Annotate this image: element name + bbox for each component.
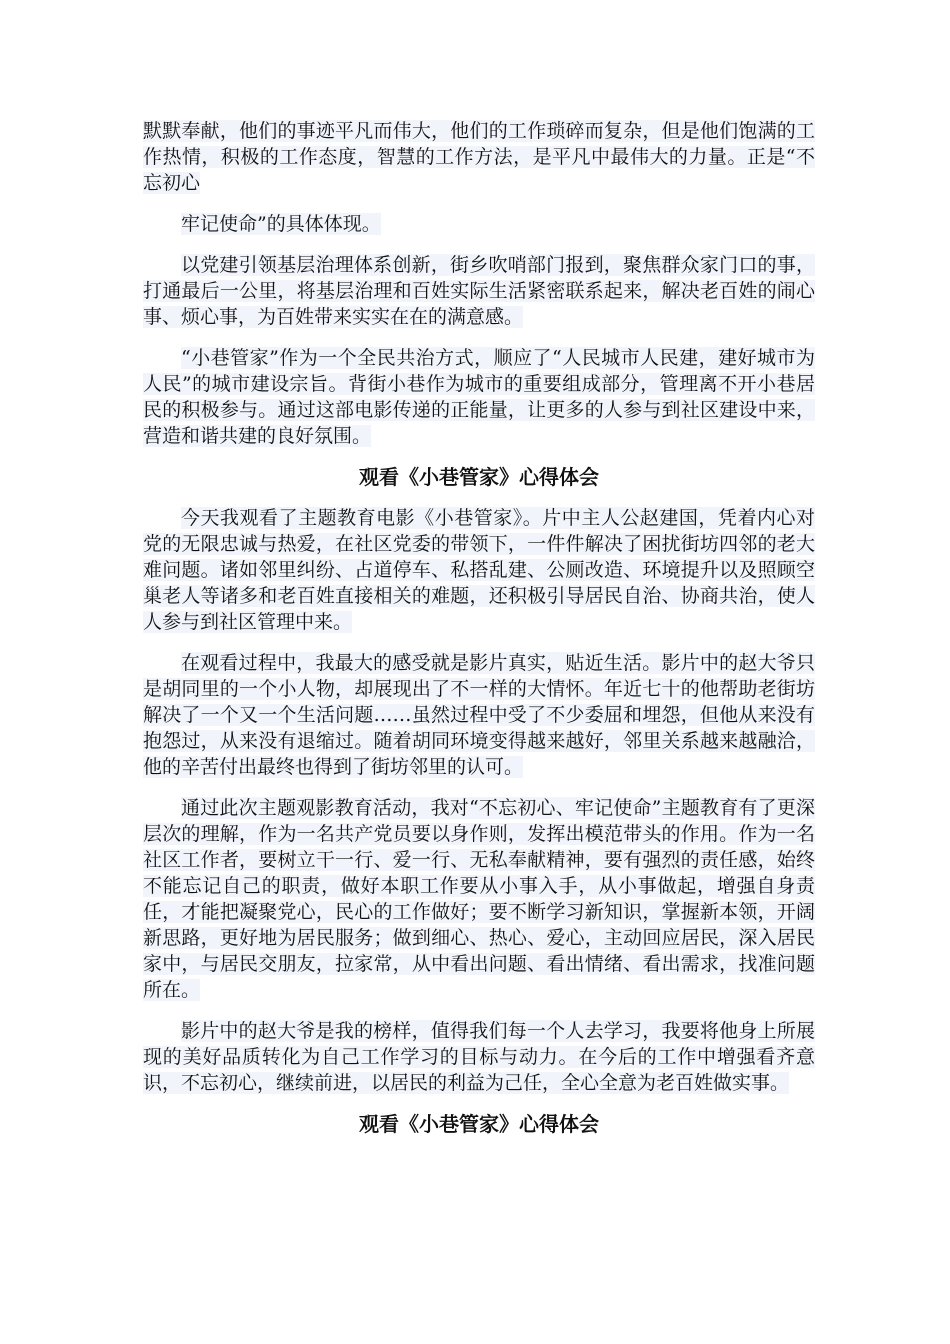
paragraph-text: 默默奉献，他们的事迹平凡而伟大，他们的工作琐碎而复杂，但是他们饱满的工作热情，积极的工作态度，智慧的工作方法，是平凡中最伟大的力量。正是“不忘初心 xyxy=(143,120,815,194)
paragraph xyxy=(143,505,815,635)
paragraph-text: 今天我观看了主题教育电影《小巷管家》。片中主人公赵建国，凭着内心对党的无限忠诚与热爱，在社区党委的带领下，一件件解决了困扰街坊四邻的老大难问题。诸如邻里纠纷、占道停车、私搭乱建、公厕改造、环境提升以及照顾空巢老人等诸多和老百姓直接相关的难题，还积极引导居民自治、协商共治，使人人参与到社区管理中来。 xyxy=(143,507,815,633)
paragraph-text: 通过此次主题观影教育活动，我对“不忘初心、牢记使命”主题教育有了更深层次的理解，作为一名共产党员要以身作则，发挥出模范带头的作用。作为一名社区工作者，要树立干一行、爱一行、无私奉献精神，要有强烈的责任感，始终不能忘记自己的职责，做好本职工作要从小事入手，从小事做起，增强自身责任，才能把凝聚党心，民心的工作做好；要不断学习新知识，掌握新本领，开阔新思路，更好地为居民服务；做到细心、热心、爱心，主动回应居民，深入居民家中，与居民交朋友，拉家常，从中看出问题、看出情绪、看出需求，找准问题所在。 xyxy=(143,797,815,1001)
section-heading: 观看《小巷管家》心得体会 xyxy=(359,465,599,489)
section-heading: 观看《小巷管家》心得体会 xyxy=(359,1112,599,1136)
paragraph xyxy=(143,252,815,330)
paragraph xyxy=(143,345,815,449)
paragraph xyxy=(143,1018,815,1096)
document-page xyxy=(143,118,815,1152)
paragraph-text: 影片中的赵大爷是我的榜样，值得我们每一个人去学习，我要将他身上所展现的美好品质转化为自己工作学习的目标与动力。在今后的工作中增强看齐意识，不忘初心，继续前进，以居民的利益为己任，全心全意为老百姓做实事。 xyxy=(143,1020,815,1094)
paragraph-text: “小巷管家”作为一个全民共治方式，顺应了“人民城市人民建，建好城市为人民”的城市建设宗旨。背街小巷作为城市的重要组成部分，管理离不开小巷居民的积极参与。通过这部电影传递的正能量，让更多的人参与到社区建设中来，营造和谐共建的良好氛围。 xyxy=(143,347,815,447)
paragraph xyxy=(143,118,815,196)
paragraph xyxy=(143,650,815,780)
paragraph-text: 在观看过程中，我最大的感受就是影片真实，贴近生活。影片中的赵大爷只是胡同里的一个小人物，却展现出了不一样的大情怀。年近七十的他帮助老街坊解决了一个又一个生活问题……虽然过程中受了不少委屈和埋怨，但他从来没有抱怨过，从来没有退缩过。随着胡同环境变得越来越好，邻里关系越来越融洽，他的辛苦付出最终也得到了街坊邻里的认可。 xyxy=(143,652,815,778)
paragraph-text: 牢记使命”的具体体现。 xyxy=(181,213,381,235)
paragraph xyxy=(143,795,815,1003)
paragraph xyxy=(143,211,815,237)
paragraph-text: 以党建引领基层治理体系创新，街乡吹哨部门报到，聚焦群众家门口的事，打通最后一公里，将基层治理和百姓实际生活紧密联系起来，解决老百姓的闹心事、烦心事，为百姓带来实实在在的满意感。 xyxy=(143,254,815,328)
